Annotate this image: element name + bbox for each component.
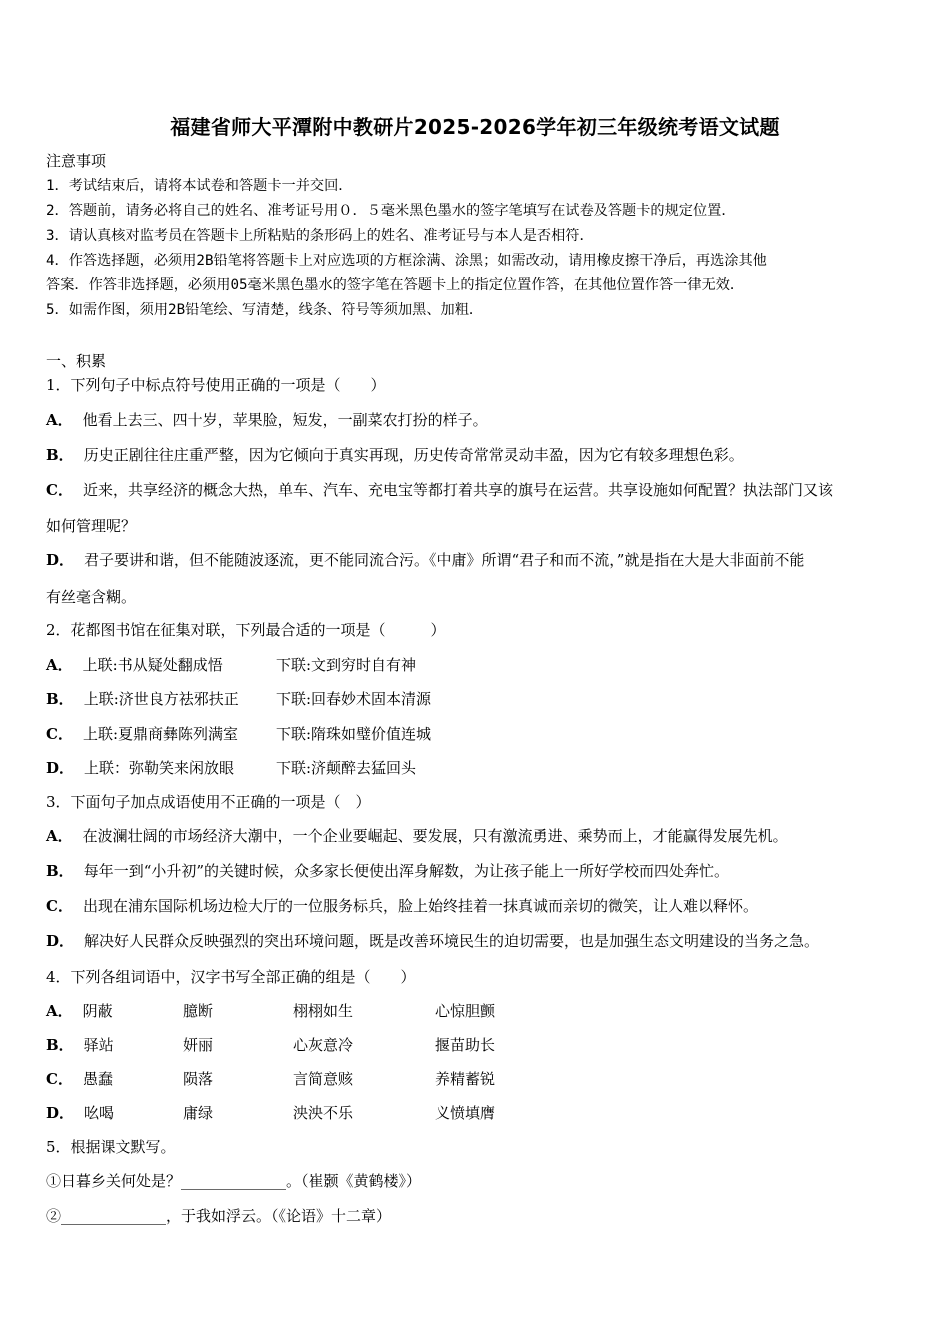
notice-item-4: 4．作答选择题，必须用2B铅笔将答题卡上对应选项的方框涂满、涂黑；如需改动，请用橡皮擦干净后，再选涂其他 [46, 253, 767, 269]
q5-line-2: ②______________，于我如浮云。（《论语》十二章） [46, 1207, 392, 1225]
q4-b-word-3: 心灰意冷 [293, 1036, 354, 1054]
couplet-up: 上联:夏鼎商彝陈列满室 [82, 725, 239, 743]
option-label: A． [46, 1002, 73, 1020]
option-text: 他看上去三、四十岁，苹果脸，短发，一副菜农打扮的样子。 [82, 411, 488, 429]
question-2-stem: 2．花都图书馆在征集对联，下列最合适的一项是（ ） [46, 621, 446, 639]
q4-a-word-3: 栩栩如生 [293, 1002, 354, 1020]
option-label: A． [46, 827, 73, 845]
q4-b-word-2: 妍丽 [183, 1036, 214, 1054]
q1-option-d [46, 551, 804, 569]
word: 阴蔽 [82, 1002, 113, 1020]
option-label: D． [46, 1104, 75, 1122]
q4-row-c [46, 1070, 113, 1088]
q4-d-word-2: 庸绿 [183, 1104, 214, 1122]
option-label: D． [46, 551, 75, 569]
q4-d-word-3: 泱泱不乐 [293, 1104, 354, 1122]
option-text: 出现在浦东国际机场边检大厅的一位服务标兵，脸上始终挂着一抹真诚而亲切的微笑，让人难以释怀。 [82, 897, 758, 915]
option-label: B． [46, 690, 74, 708]
option-text: 近来，共享经济的概念大热，单车、汽车、充电宝等都打着共享的旗号在运营。共享设施如何配置？执法部门又该 [82, 481, 833, 499]
q2-c-down: 下联:隋珠如璧价值连城 [276, 725, 432, 743]
q4-row-b [46, 1036, 114, 1054]
q3-option-c [46, 897, 758, 915]
q1-option-c [46, 481, 833, 499]
q3-option-b [46, 862, 729, 880]
section-heading: 一、积累 [46, 352, 107, 370]
q4-c-word-4: 养精蓄锐 [435, 1070, 496, 1088]
q5-line-1: ①日暮乡关何处是？______________。（崔颢《黄鹤楼》） [46, 1172, 422, 1190]
option-label: C． [46, 1070, 73, 1088]
q3-option-a [46, 827, 788, 845]
notice-item-5: 5．如需作图，须用2B铅笔绘、写清楚，线条、符号等须加黑、加粗． [46, 302, 484, 318]
option-text: 每年一到“小升初”的关键时候，众多家长便使出浑身解数，为让孩子能上一所好学校而四处奔忙。 [83, 862, 730, 880]
option-label: B． [46, 446, 74, 464]
option-label: B． [46, 1036, 74, 1054]
couplet-up: 上联:济世良方祛邪扶正 [83, 690, 239, 708]
option-label: C． [46, 481, 73, 499]
q4-b-word-4: 揠苗助长 [435, 1036, 496, 1054]
q1-option-c-cont: 如何管理呢？ [46, 517, 137, 535]
q4-c-word-2: 陨落 [183, 1070, 214, 1088]
option-label: D． [46, 932, 75, 950]
notice-heading: 注意事项 [46, 152, 107, 170]
word: 吆喝 [84, 1104, 115, 1122]
option-label: C． [46, 725, 73, 743]
q2-option-c [46, 725, 238, 743]
question-3-stem: 3．下面句子加点成语使用不正确的一项是（ ） [46, 793, 371, 811]
q3-option-d [46, 932, 819, 950]
q1-option-a [46, 411, 488, 429]
question-5-stem: 5．根据课文默写。 [46, 1138, 176, 1156]
q4-row-d [46, 1104, 114, 1122]
q4-a-word-2: 臆断 [183, 1002, 214, 1020]
option-text: 在波澜壮阔的市场经济大潮中，一个企业要崛起、要发展，只有激流勇进、乘势而上，才能赢得发展先机。 [82, 827, 788, 845]
option-label: A． [46, 411, 73, 429]
q2-option-a [46, 656, 223, 674]
notice-item-4-cont: 答案．作答非选择题，必须用05毫米黑色墨水的签字笔在答题卡上的指定位置作答，在其他位置作答一律无效． [46, 277, 745, 293]
notice-item-3: 3．请认真核对监考员在答题卡上所粘贴的条形码上的姓名、准考证号与本人是否相符． [46, 228, 594, 244]
q4-d-word-4: 义愤填膺 [435, 1104, 496, 1122]
question-4-stem: 4．下列各组词语中，汉字书写全部正确的组是（ ） [46, 968, 416, 986]
notice-item-1: 1．考试结束后，请将本试卷和答题卡一并交回． [46, 178, 353, 194]
page-title: 福建省师大平潭附中教研片2025-2026学年初三年级统考语文试题 [170, 115, 780, 139]
q4-c-word-3: 言简意赅 [293, 1070, 354, 1088]
q2-option-d [46, 759, 234, 777]
option-text: 君子要讲和谐，但不能随波逐流，更不能同流合污。《中庸》所谓“君子和而不流，”就是指在大是大非面前不能 [84, 551, 805, 569]
word: 愚蠢 [82, 1070, 113, 1088]
couplet-up: 上联:书从疑处翻成悟 [82, 656, 223, 674]
question-1-stem: 1．下列句子中标点符号使用正确的一项是（ ） [46, 376, 386, 394]
option-text: 历史正剧往往庄重严整，因为它倾向于真实再现，历史传奇常常灵动丰盈，因为它有较多理想色彩。 [83, 446, 744, 464]
q4-a-word-4: 心惊胆颤 [435, 1002, 496, 1020]
notice-item-2: 2．答题前，请务必将自己的姓名、准考证号用０．５毫米黑色墨水的签字笔填写在试卷及答题卡的规定位置． [46, 203, 736, 219]
option-label: A． [46, 656, 73, 674]
q1-option-b [46, 446, 744, 464]
q4-row-a [46, 1002, 113, 1020]
couplet-up: 上联：弥勒笑来闲放眼 [84, 759, 235, 777]
q2-a-down: 下联:文到穷时自有神 [276, 656, 417, 674]
q2-d-down: 下联:济颠醉去猛回头 [276, 759, 417, 777]
word: 驿站 [83, 1036, 114, 1054]
option-label: D． [46, 759, 75, 777]
q2-b-down: 下联:回春妙术固本清源 [276, 690, 432, 708]
q1-option-d-cont: 有丝毫含糊。 [46, 588, 137, 606]
option-label: B． [46, 862, 74, 880]
option-label: C． [46, 897, 73, 915]
q2-option-b [46, 690, 239, 708]
option-text: 解决好人民群众反映强烈的突出环境问题，既是改善环境民生的迫切需要，也是加强生态文明建设的当务之急。 [84, 932, 820, 950]
